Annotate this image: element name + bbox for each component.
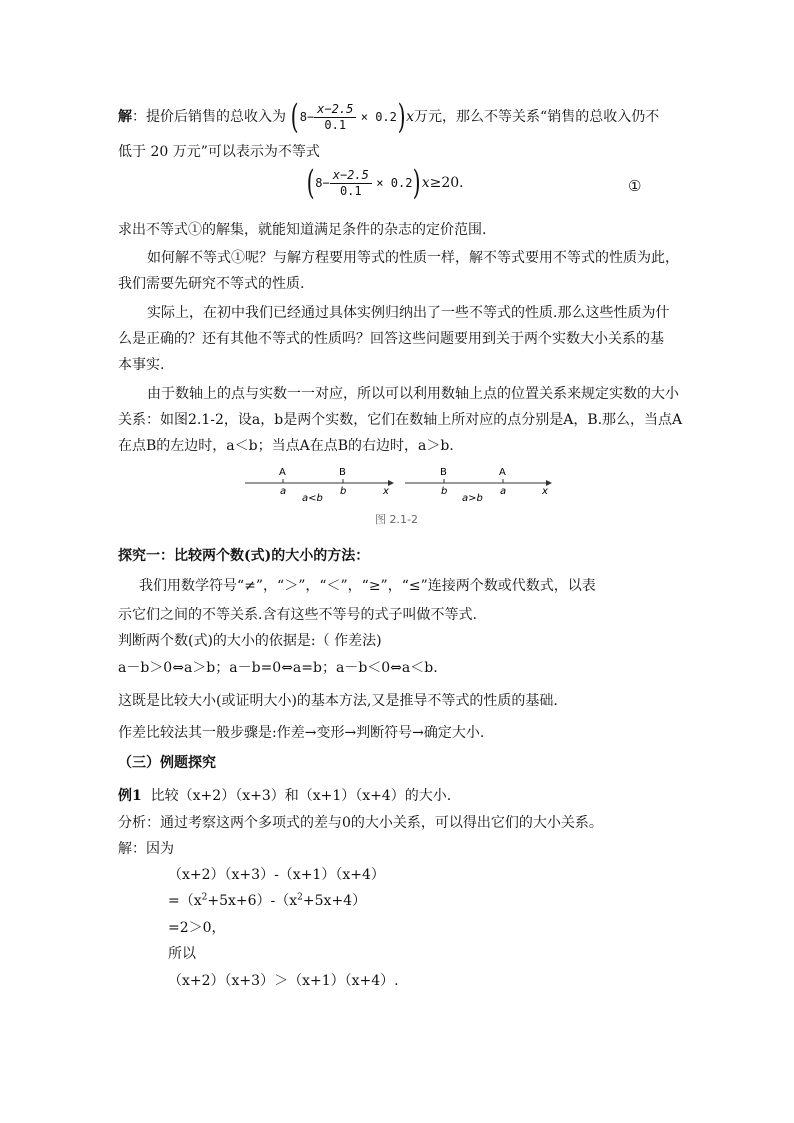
example-text: 比较（x+2）（x+3）和（x+1）（x+4）的大小. bbox=[150, 788, 452, 804]
explore-line-2: 示它们之间的不等关系.含有这些不等号的式子叫做不等式. bbox=[118, 607, 477, 623]
solution-label: 解 bbox=[118, 109, 132, 125]
ineq-tail: ≥20. bbox=[429, 175, 464, 191]
value-a-left: a bbox=[280, 486, 287, 497]
value-a-right: a bbox=[500, 486, 507, 497]
paragraph-2-line-1: 如何解不等式①呢？与解方程要用等式的性质一样，解不等式要用不等式的性质为此， bbox=[147, 250, 679, 266]
section-title: （三）例题探究 bbox=[118, 755, 216, 771]
example-label: 例1 bbox=[118, 788, 142, 804]
close-paren: ) bbox=[397, 97, 406, 137]
explore-line-4: a－b＞0⇔a＞b；a－b=0⇔a=b；a－b＜0⇔a＜b. bbox=[118, 660, 438, 676]
equation-marker: ① bbox=[628, 177, 642, 195]
var-x: x bbox=[406, 109, 415, 125]
expr-left: 8− bbox=[299, 110, 315, 124]
solution-start: 解：因为 bbox=[118, 841, 174, 857]
relation-left: a<b bbox=[302, 493, 323, 504]
open-paren-2: ( bbox=[306, 163, 315, 203]
ineq-fraction bbox=[330, 168, 372, 199]
ineq-fraction-denominator: 0.1 bbox=[339, 183, 362, 198]
axis-x-right: x bbox=[542, 486, 548, 497]
point-B-label-left: B bbox=[339, 467, 346, 478]
figure-caption: 图 2.1-2 bbox=[375, 513, 418, 526]
solution-line-1 bbox=[118, 97, 660, 137]
ineq-fraction-numerator: x−2.5 bbox=[330, 168, 372, 184]
point-A-label-left: A bbox=[279, 467, 286, 478]
expr-right: × 0.2 bbox=[360, 110, 397, 124]
solution-line-2: 低于 20 万元”可以表示为不等式 bbox=[118, 144, 320, 160]
open-paren: ( bbox=[291, 97, 300, 137]
relation-right: a>b bbox=[462, 493, 483, 504]
ineq-var-x: x bbox=[421, 175, 430, 191]
step-5: （x+2）（x+3）＞（x+1）（x+4）. bbox=[168, 973, 399, 989]
inequality-line bbox=[306, 163, 464, 203]
step-2-sup-a: 2 bbox=[201, 892, 208, 903]
number-line-left bbox=[245, 467, 394, 504]
paragraph-3-line-3: 本事实. bbox=[118, 357, 165, 373]
step-3: =2＞0， bbox=[168, 920, 226, 936]
fraction-numerator: x−2.5 bbox=[314, 102, 356, 118]
fraction bbox=[314, 102, 356, 133]
paragraph-4-line-3: 在点B的左边时，a＜b；当点A在点B的右边时，a＞b. bbox=[118, 438, 454, 454]
step-1: （x+2）（x+3）-（x+1）（x+4） bbox=[168, 867, 385, 883]
paragraph-3-line-1: 实际上，在初中我们已经通过具体实例归纳出了一些不等式的性质.那么这些性质为什 bbox=[147, 305, 670, 321]
analysis-line: 分析：通过考察这两个多项式的差与0的大小关系，可以得出它们的大小关系。 bbox=[118, 815, 603, 831]
value-b-right: b bbox=[441, 486, 448, 497]
point-B-label-right: B bbox=[440, 467, 447, 478]
explore-title: 探究一：比较两个数(式)的大小的方法： bbox=[118, 548, 370, 564]
step-4: 所以 bbox=[168, 946, 196, 962]
fraction-denominator: 0.1 bbox=[324, 117, 347, 132]
paragraph-3-line-2: 么是正确的？还有其他不等式的性质吗？回答这些问题要用到关于两个实数大小关系的基 bbox=[118, 331, 664, 347]
paragraph-4-line-2: 关系：如图2.1-2，设a，b是两个实数，它们在数轴上所对应的点分别是A，B.那么，当点A bbox=[118, 412, 683, 428]
solution-intro-text: ：提价后销售的总收入为 bbox=[132, 109, 286, 125]
step-2 bbox=[168, 890, 366, 910]
step-2-part-c: +5x+4） bbox=[302, 893, 367, 909]
explore-line-6: 作差比较法其一般步骤是:作差→变形→判断符号→确定大小. bbox=[118, 725, 485, 741]
step-2-sup-b: 2 bbox=[297, 892, 303, 903]
paragraph-1: 求出不等式①的解集，就能知道满足条件的杂志的定价范围. bbox=[118, 222, 487, 238]
value-b-left: b bbox=[340, 486, 347, 497]
paragraph-4-line-1: 由于数轴上的点与实数一一对应，所以可以利用数轴上点的位置关系来规定实数的大小 bbox=[147, 386, 679, 402]
step-2-part-b: +5x+6）-（x bbox=[207, 893, 298, 909]
example-line bbox=[118, 785, 451, 805]
explore-line-3: 判断两个数(式)的大小的依据是:（ 作差法) bbox=[118, 633, 382, 649]
solution-intro-post: 万元，那么不等关系“销售的总收入仍不 bbox=[414, 109, 660, 125]
ineq-expr-left: 8− bbox=[315, 176, 330, 190]
axis-x-left: x bbox=[383, 486, 389, 497]
number-line-right bbox=[405, 467, 552, 504]
explore-line-5: 这既是比较大小(或证明大小)的基本方法,又是推导不等式的性质的基础. bbox=[118, 693, 558, 709]
explore-line-1: 我们用数学符号“≠”，“＞”，“＜”，“≥”，“≤”连接两个数或代数式，以表 bbox=[139, 578, 596, 594]
step-2-part-a: =（x bbox=[168, 893, 202, 909]
paragraph-2-line-2: 我们需要先研究不等式的性质. bbox=[118, 276, 305, 292]
point-A-label-right: A bbox=[499, 467, 506, 478]
close-paren-2: ) bbox=[413, 163, 422, 203]
ineq-expr-right: × 0.2 bbox=[376, 176, 413, 190]
